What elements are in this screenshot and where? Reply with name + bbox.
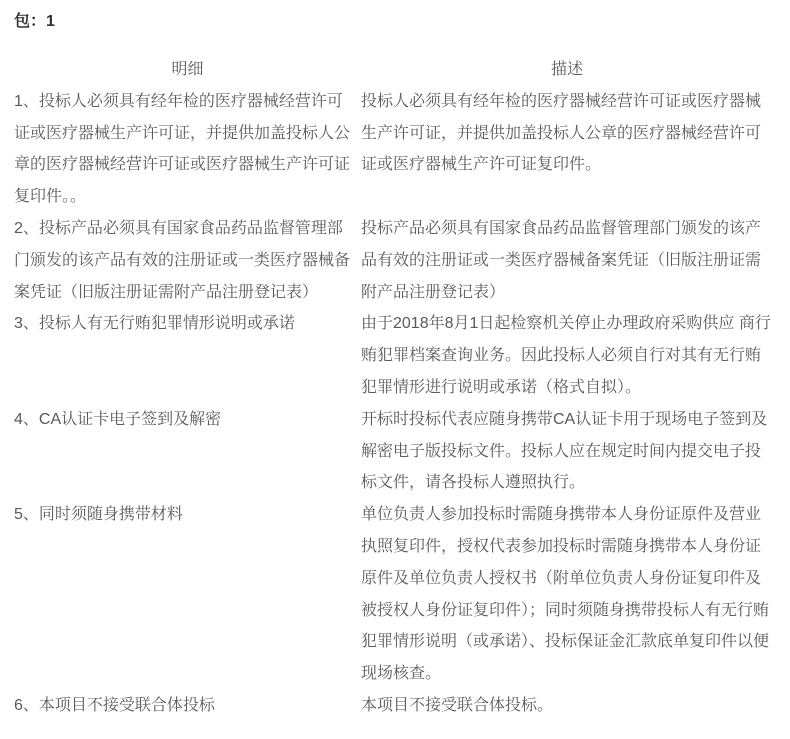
row-description-cell	[361, 213, 773, 308]
row-detail-cell	[14, 213, 361, 308]
table-header-row	[14, 54, 773, 86]
table-row	[14, 690, 773, 722]
table-row	[14, 404, 773, 499]
table-row	[14, 86, 773, 213]
detail-text: 1、投标人必须具有经年检的医疗器械经营许可证或医疗器械生产许可证，并提供加盖投标人公章的医疗器械经营许可证或医疗器械生产许可证复印件。。	[14, 92, 351, 206]
requirements-table	[14, 54, 773, 722]
description-text: 投标产品必须具有国家食品药品监督管理部门颁发的该产品有效的注册证或一类医疗器械备案凭证（旧版注册证需附产品注册登记表）	[361, 219, 762, 301]
description-text: 单位负责人参加投标时需随身携带本人身份证原件及营业执照复印件，授权代表参加投标时需随身携带本人身份证原件及单位负责人授权书（附单位负责人身份证复印件及被授权人身份证复印件）；同时须随身携带投标人有无行贿犯罪情形说明（或承诺）、投标保证金汇款底单复印件以便现场核查。	[361, 506, 770, 683]
description-text: 投标人必须具有经年检的医疗器械经营许可证或医疗器械生产许可证，并提供加盖投标人公章的医疗器械经营许可证或医疗器械生产许可证复印件。	[361, 92, 762, 174]
row-detail-cell	[14, 690, 361, 722]
row-description-cell	[361, 86, 773, 213]
row-description-cell	[361, 499, 773, 690]
description-text: 开标时投标代表应随身携带CA认证卡用于现场电子签到及解密电子版投标文件。投标人应在规定时间内提交电子投标文件，请各投标人遵照执行。	[361, 410, 768, 492]
row-detail-cell	[14, 308, 361, 403]
column-header-description: 描述	[550, 61, 583, 78]
row-description-cell	[361, 690, 773, 722]
detail-text: 4、CA认证卡电子签到及解密	[14, 410, 222, 428]
row-detail-cell	[14, 499, 361, 690]
row-detail-cell	[14, 86, 361, 213]
column-header-detail: 明细	[171, 61, 204, 78]
row-description-cell	[361, 308, 773, 403]
detail-text: 6、本项目不接受联合体投标	[14, 696, 215, 714]
detail-text: 2、投标产品必须具有国家食品药品监督管理部门颁发的该产品有效的注册证或一类医疗器械备案凭证（旧版注册证需附产品注册登记表）	[14, 219, 351, 301]
table-row	[14, 213, 773, 308]
table-row	[14, 499, 773, 690]
page-title: 包：1	[14, 13, 55, 30]
requirements-table-body	[14, 86, 773, 722]
row-description-cell	[361, 404, 773, 499]
row-detail-cell	[14, 404, 361, 499]
description-text: 本项目不接受联合体投标。	[361, 696, 554, 714]
detail-text: 3、投标人有无行贿犯罪情形说明或承诺	[14, 315, 295, 333]
description-text: 由于2018年8月1日起检察机关停止办理政府采购供应 商行贿犯罪档案查询业务。因此投标人必须自行对其有无行贿犯罪情形进行说明或承诺（格式自拟）。	[361, 315, 771, 396]
detail-text: 5、同时须随身携带材料	[14, 506, 183, 524]
table-row	[14, 308, 773, 403]
